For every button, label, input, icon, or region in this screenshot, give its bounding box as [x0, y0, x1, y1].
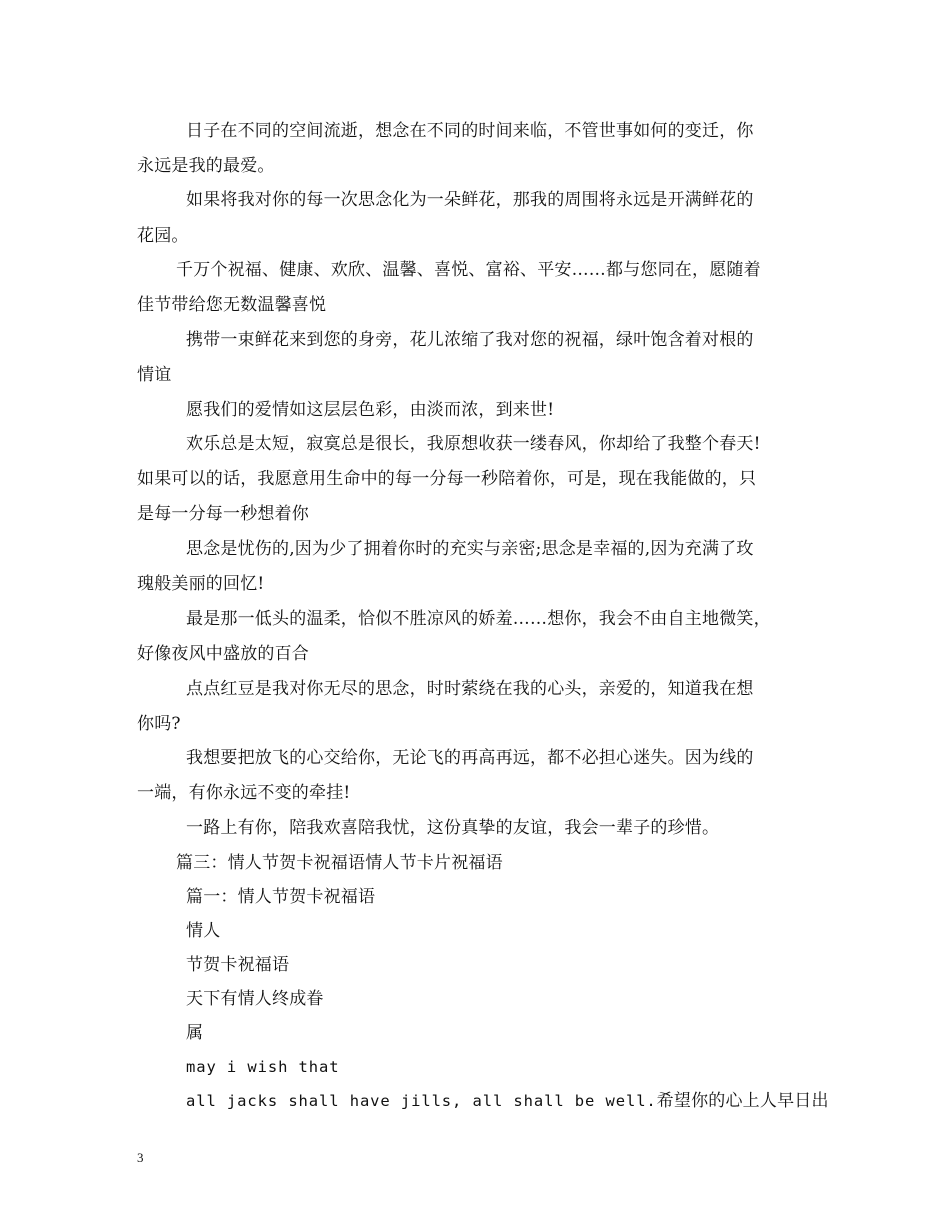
paragraph-line: 我想要把放飞的心交给你，无论飞的再高再远，都不必担心迷失。因为线的 — [186, 748, 754, 768]
paragraph-line: 花园。 — [137, 226, 189, 246]
paragraph-line: 点点红豆是我对你无尽的思念，时时萦绕在我的心头，亲爱的，知道我在想 — [186, 679, 754, 699]
paragraph-line: 如果将我对你的每一次思念化为一朵鲜花，那我的周围将永远是开满鲜花的 — [186, 190, 754, 210]
paragraph-line: 最是那一低头的温柔，恰似不胜凉风的娇羞……想你，我会不由自主地微笑， — [186, 609, 771, 629]
paragraph-line: 属 — [186, 1023, 204, 1043]
paragraph-line: 情人 — [186, 921, 221, 941]
paragraph-line: 佳节带给您无数温馨喜悦 — [137, 295, 327, 315]
paragraph-line: 你吗? — [137, 714, 181, 734]
paragraph-line: 如果可以的话，我愿意用生命中的每一分每一秒陪着你，可是，现在我能做的，只 — [137, 469, 757, 489]
english-fragment: all jacks shall have jills, all shall be well. — [186, 1092, 657, 1110]
paragraph-line: 一端，有你永远不变的牵挂! — [137, 783, 351, 803]
paragraph-line: 千万个祝福、健康、欢欣、温馨、喜悦、富裕、平安……都与您同在，愿随着 — [176, 260, 761, 280]
paragraph-line: 欢乐总是太短，寂寞总是很长，我原想收获一缕春风，你却给了我整个春天! — [186, 434, 761, 454]
paragraph-line: 瑰般美丽的回忆! — [137, 574, 265, 594]
paragraph-line: 天下有情人终成眷 — [186, 989, 324, 1009]
paragraph-line: 情谊 — [137, 365, 172, 385]
paragraph-line: 永远是我的最爱。 — [137, 156, 275, 176]
section-heading: 篇三：情人节贺卡祝福语情人节卡片祝福语 — [176, 853, 503, 873]
paragraph-line: 携带一束鲜花来到您的身旁，花儿浓缩了我对您的祝福，绿叶饱含着对根的 — [186, 330, 754, 350]
english-line: may i wish that — [186, 1058, 340, 1076]
paragraph-line: 是每一分每一秒想着你 — [137, 504, 309, 524]
mixed-line — [186, 1091, 829, 1111]
paragraph-line: 思念是忧伤的,因为少了拥着你时的充实与亲密;思念是幸福的,因为充满了玫 — [186, 539, 754, 559]
chinese-fragment: 希望你的心上人早日出 — [656, 1091, 829, 1111]
paragraph-line: 一路上有你，陪我欢喜陪我忧，这份真挚的友谊，我会一辈子的珍惜。 — [186, 818, 720, 838]
page-number: 3 — [137, 1150, 144, 1165]
paragraph-line: 愿我们的爱情如这层层色彩，由淡而浓，到来世! — [186, 400, 555, 420]
paragraph-line: 节贺卡祝福语 — [186, 955, 290, 975]
paragraph-line: 日子在不同的空间流逝，想念在不同的时间来临，不管世事如何的变迁，你 — [186, 121, 754, 141]
section-heading: 篇一：情人节贺卡祝福语 — [186, 887, 376, 907]
paragraph-line: 好像夜风中盛放的百合 — [137, 644, 309, 664]
